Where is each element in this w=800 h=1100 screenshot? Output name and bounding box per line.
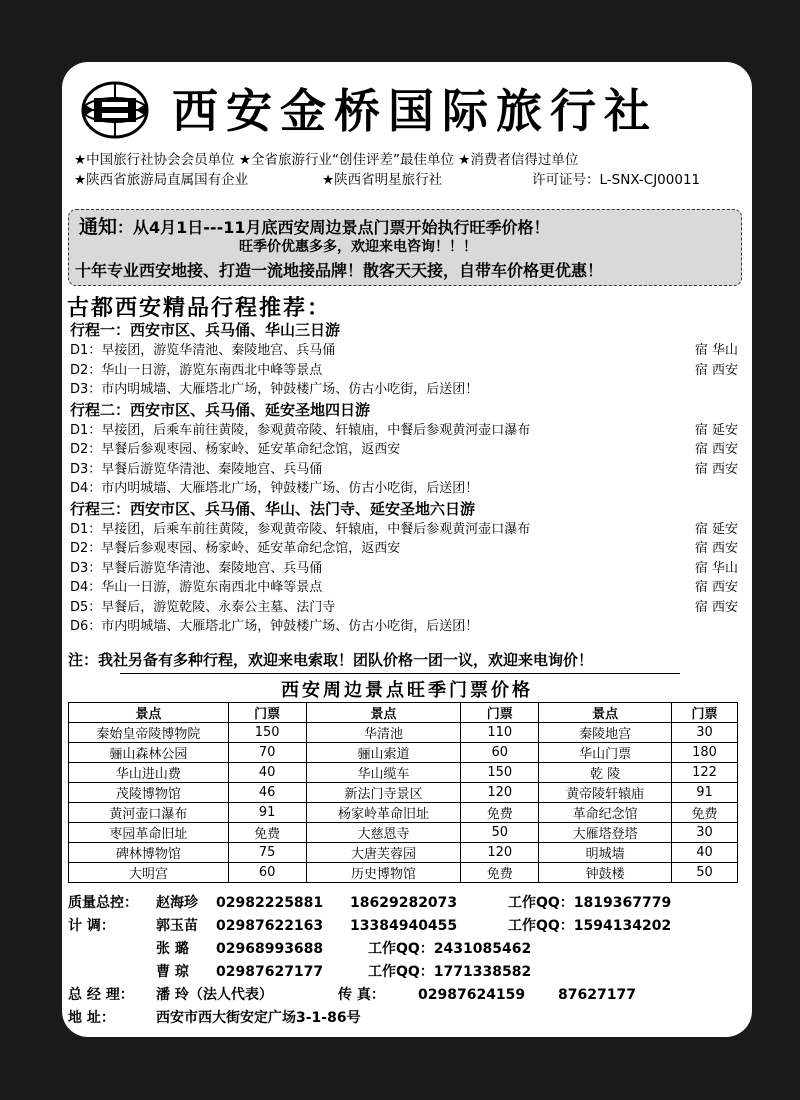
table-row bbox=[69, 763, 738, 783]
price-cell: 30 bbox=[672, 823, 738, 843]
fee-header-cell: 景点 bbox=[539, 703, 672, 723]
price-cell: 180 bbox=[672, 743, 738, 763]
attraction-cell: 杨家岭革命旧址 bbox=[306, 803, 461, 823]
day-stay: 宿 延安 bbox=[694, 422, 738, 438]
notice-line-3: 十年专业西安地接、打造一流地接品牌！散客天天接，自带车价格更优惠！ bbox=[75, 261, 604, 280]
separator-line bbox=[120, 673, 680, 674]
itinerary-day bbox=[70, 341, 740, 361]
flyer-sheet bbox=[62, 62, 752, 1037]
price-cell: 70 bbox=[228, 743, 306, 763]
price-cell: 60 bbox=[228, 863, 306, 883]
quality-tel: 02982225881 bbox=[216, 895, 324, 911]
attraction-cell: 历史博物馆 bbox=[306, 863, 461, 883]
day-description: D3：早餐后游览华清池、秦陵地宫、兵马俑 bbox=[70, 461, 323, 477]
attraction-cell: 骊山索道 bbox=[306, 743, 461, 763]
fee-header-cell: 门票 bbox=[461, 703, 539, 723]
attraction-cell: 大明宫 bbox=[69, 863, 229, 883]
day-stay: 宿 西安 bbox=[694, 541, 738, 556]
price-cell: 免费 bbox=[672, 803, 738, 823]
fee-table-header bbox=[69, 703, 738, 723]
attraction-cell: 钟鼓楼 bbox=[539, 863, 672, 883]
notice-label: 通知 bbox=[79, 216, 118, 238]
table-row bbox=[69, 743, 738, 763]
day-stay: 宿 华山 bbox=[694, 560, 738, 576]
dispatch3-name: 曹 琼 bbox=[156, 964, 189, 980]
table-row bbox=[69, 803, 738, 823]
attraction-cell: 大慈恩寺 bbox=[306, 823, 461, 843]
attraction-cell: 新法门寺景区 bbox=[306, 783, 461, 803]
day-description: D1：早接团，游览华清池、秦陵地宫、兵马俑 bbox=[70, 343, 336, 358]
dispatch2-name: 张 璐 bbox=[156, 941, 189, 957]
attraction-cell: 明城墙 bbox=[539, 843, 672, 863]
itinerary-day bbox=[70, 559, 740, 579]
fee-header-cell: 门票 bbox=[228, 703, 306, 723]
quality-name: 赵海珍 bbox=[156, 895, 198, 911]
itinerary-title: 行程二：西安市区、兵马俑、延安圣地四日游 bbox=[70, 400, 371, 419]
itinerary-day bbox=[70, 380, 740, 400]
price-cell: 免费 bbox=[228, 823, 306, 843]
day-description: D3：早餐后游览华清池、秦陵地宫、兵马俑 bbox=[70, 560, 323, 576]
dispatch2-qq: 工作QQ：2431085462 bbox=[368, 941, 532, 957]
price-cell: 120 bbox=[461, 783, 539, 803]
price-cell: 150 bbox=[228, 723, 306, 743]
dispatch3-qq: 工作QQ：1771338582 bbox=[368, 964, 532, 980]
price-cell: 120 bbox=[461, 843, 539, 863]
price-cell: 30 bbox=[672, 723, 738, 743]
itinerary-day bbox=[70, 539, 740, 559]
dispatch1-qq: 工作QQ：1594134202 bbox=[508, 918, 672, 934]
price-cell: 50 bbox=[672, 863, 738, 883]
fax-label: 传 真： bbox=[338, 987, 385, 1003]
day-description: D2：华山一日游，游览东南西北中峰等景点 bbox=[70, 362, 323, 378]
attraction-cell: 秦陵地宫 bbox=[539, 723, 672, 743]
day-stay: 宿 西安 bbox=[694, 442, 738, 457]
attraction-cell: 黄帝陵轩辕庙 bbox=[539, 783, 672, 803]
dispatch2-tel: 02968993688 bbox=[216, 941, 324, 957]
day-stay: 宿 西安 bbox=[694, 362, 738, 378]
price-cell: 150 bbox=[461, 763, 539, 783]
fee-header-cell: 门票 bbox=[672, 703, 738, 723]
day-stay: 宿 华山 bbox=[694, 343, 738, 358]
day-description: D4：华山一日游，游览东南西北中峰等景点 bbox=[70, 580, 323, 595]
notice-line-1 bbox=[79, 212, 549, 239]
quality-qq: 工作QQ：1819367779 bbox=[508, 895, 672, 911]
day-description: D1：早接团，后乘车前往黄陵，参观黄帝陵、轩辕庙，中餐后参观黄河壶口瀑布 bbox=[70, 521, 531, 537]
itinerary-day bbox=[70, 617, 740, 637]
itinerary-day bbox=[70, 520, 740, 540]
price-cell: 122 bbox=[672, 763, 738, 783]
table-row bbox=[69, 843, 738, 863]
recommend-title: 古都西安精品行程推荐： bbox=[67, 295, 332, 321]
itinerary-day bbox=[70, 361, 740, 381]
attraction-cell: 大唐芙蓉园 bbox=[306, 843, 461, 863]
price-cell: 46 bbox=[228, 783, 306, 803]
attraction-cell: 革命纪念馆 bbox=[539, 803, 672, 823]
dispatch1-tel: 02987622163 bbox=[216, 918, 324, 934]
attraction-cell: 枣园革命旧址 bbox=[69, 823, 229, 843]
day-description: D1：早接团，后乘车前往黄陵，参观黄帝陵、轩辕庙，中餐后参观黄河壶口瀑布 bbox=[70, 422, 531, 438]
itinerary-title: 行程一：西安市区、兵马俑、华山三日游 bbox=[70, 321, 341, 339]
fee-table bbox=[68, 702, 738, 883]
attraction-cell: 黄河壶口瀑布 bbox=[69, 803, 229, 823]
dispatch1-name: 郭玉苗 bbox=[156, 918, 198, 934]
price-cell: 免费 bbox=[461, 863, 539, 883]
day-stay: 宿 西安 bbox=[694, 461, 738, 477]
itinerary-day bbox=[70, 421, 740, 441]
day-stay: 宿 西安 bbox=[694, 580, 738, 595]
fee-table-title: 西安周边景点旺季门票价格 bbox=[281, 680, 533, 701]
day-description: D3：市内明城墙、大雁塔北广场，钟鼓楼广场、仿古小吃街，后送团！ bbox=[70, 382, 479, 397]
attraction-cell: 乾 陵 bbox=[539, 763, 672, 783]
day-stay: 宿 西安 bbox=[694, 599, 738, 615]
itinerary-title: 行程三：西安市区、兵马俑、华山、法门寺、延安圣地六日游 bbox=[70, 499, 476, 518]
day-description: D4：市内明城墙、大雁塔北广场，钟鼓楼广场、仿古小吃街，后送团！ bbox=[70, 481, 479, 496]
attraction-cell: 大雁塔登塔 bbox=[539, 823, 672, 843]
note-line: 注：我社另备有多种行程，欢迎来电索取！团队价格一团一议，欢迎来电询价！ bbox=[68, 651, 594, 669]
attraction-cell: 碑林博物馆 bbox=[69, 843, 229, 863]
address-label: 地 址： bbox=[68, 1010, 115, 1026]
price-cell: 50 bbox=[461, 823, 539, 843]
attraction-cell: 华清池 bbox=[306, 723, 461, 743]
table-row bbox=[69, 783, 738, 803]
itinerary-day bbox=[70, 440, 740, 460]
quality-label: 质量总控： bbox=[68, 895, 138, 911]
attraction-cell: 华山进山费 bbox=[69, 763, 229, 783]
price-cell: 110 bbox=[461, 723, 539, 743]
itinerary-day bbox=[70, 578, 740, 598]
day-stay: 宿 延安 bbox=[694, 521, 738, 537]
attraction-cell: 茂陵博物馆 bbox=[69, 783, 229, 803]
fee-header-cell: 景点 bbox=[69, 703, 229, 723]
attraction-cell: 华山门票 bbox=[539, 743, 672, 763]
itinerary-list bbox=[70, 320, 740, 637]
credential-line-2b: ★陕西省明星旅行社 bbox=[322, 172, 443, 188]
notice-line-2: 旺季价优惠多多，欢迎来电咨询！！！ bbox=[239, 239, 477, 255]
dispatch-label: 计 调： bbox=[68, 918, 115, 934]
day-description: D5：早餐后，游览乾陵、永泰公主墓、法门寺 bbox=[70, 599, 336, 615]
attraction-cell: 秦始皇帝陵博物院 bbox=[69, 723, 229, 743]
day-description: D6：市内明城墙、大雁塔北广场，钟鼓楼广场、仿古小吃街，后送团！ bbox=[70, 619, 479, 634]
day-description: D2：早餐后参观枣园、杨家岭、延安革命纪念馆，返西安 bbox=[70, 442, 401, 457]
gm-label: 总 经 理： bbox=[68, 987, 134, 1003]
itinerary-day bbox=[70, 598, 740, 618]
itinerary-day bbox=[70, 460, 740, 480]
day-description: D2：早餐后参观枣园、杨家岭、延安革命纪念馆，返西安 bbox=[70, 541, 401, 556]
table-row bbox=[69, 723, 738, 743]
attraction-cell: 华山缆车 bbox=[306, 763, 461, 783]
notice-box bbox=[68, 209, 742, 286]
license-number: 许可证号：L-SNX-CJ00011 bbox=[532, 172, 701, 188]
attraction-cell: 骊山森林公园 bbox=[69, 743, 229, 763]
credential-line-2a: ★陕西省旅游局直属国有企业 bbox=[74, 172, 249, 188]
fax-number-2: 87627177 bbox=[558, 987, 636, 1003]
agency-title: 西安金桥国际旅行社 bbox=[172, 84, 658, 138]
price-cell: 91 bbox=[672, 783, 738, 803]
credential-line-1: ★中国旅行社协会会员单位 ★全省旅游行业“创佳评差”最佳单位 ★消费者信得过单位 bbox=[74, 152, 579, 168]
price-cell: 40 bbox=[228, 763, 306, 783]
fax-number: 02987624159 bbox=[418, 987, 526, 1003]
notice-text-1: ：从4月1日---11月底西安周边景点门票开始执行旺季价格！ bbox=[117, 218, 550, 237]
table-row bbox=[69, 863, 738, 883]
price-cell: 免费 bbox=[461, 803, 539, 823]
price-cell: 91 bbox=[228, 803, 306, 823]
address-text: 西安市西大街安定广场3-1-86号 bbox=[156, 1010, 361, 1026]
table-row bbox=[69, 823, 738, 843]
company-logo-icon bbox=[80, 80, 150, 140]
fee-header-cell: 景点 bbox=[306, 703, 461, 723]
itinerary-day bbox=[70, 479, 740, 499]
dispatch3-tel: 02987627177 bbox=[216, 964, 324, 980]
quality-mobile: 18629282073 bbox=[350, 895, 458, 911]
price-cell: 60 bbox=[461, 743, 539, 763]
price-cell: 40 bbox=[672, 843, 738, 863]
price-cell: 75 bbox=[228, 843, 306, 863]
dispatch1-mobile: 13384940455 bbox=[350, 918, 458, 934]
gm-name: 潘 玲（法人代表） bbox=[156, 987, 273, 1003]
